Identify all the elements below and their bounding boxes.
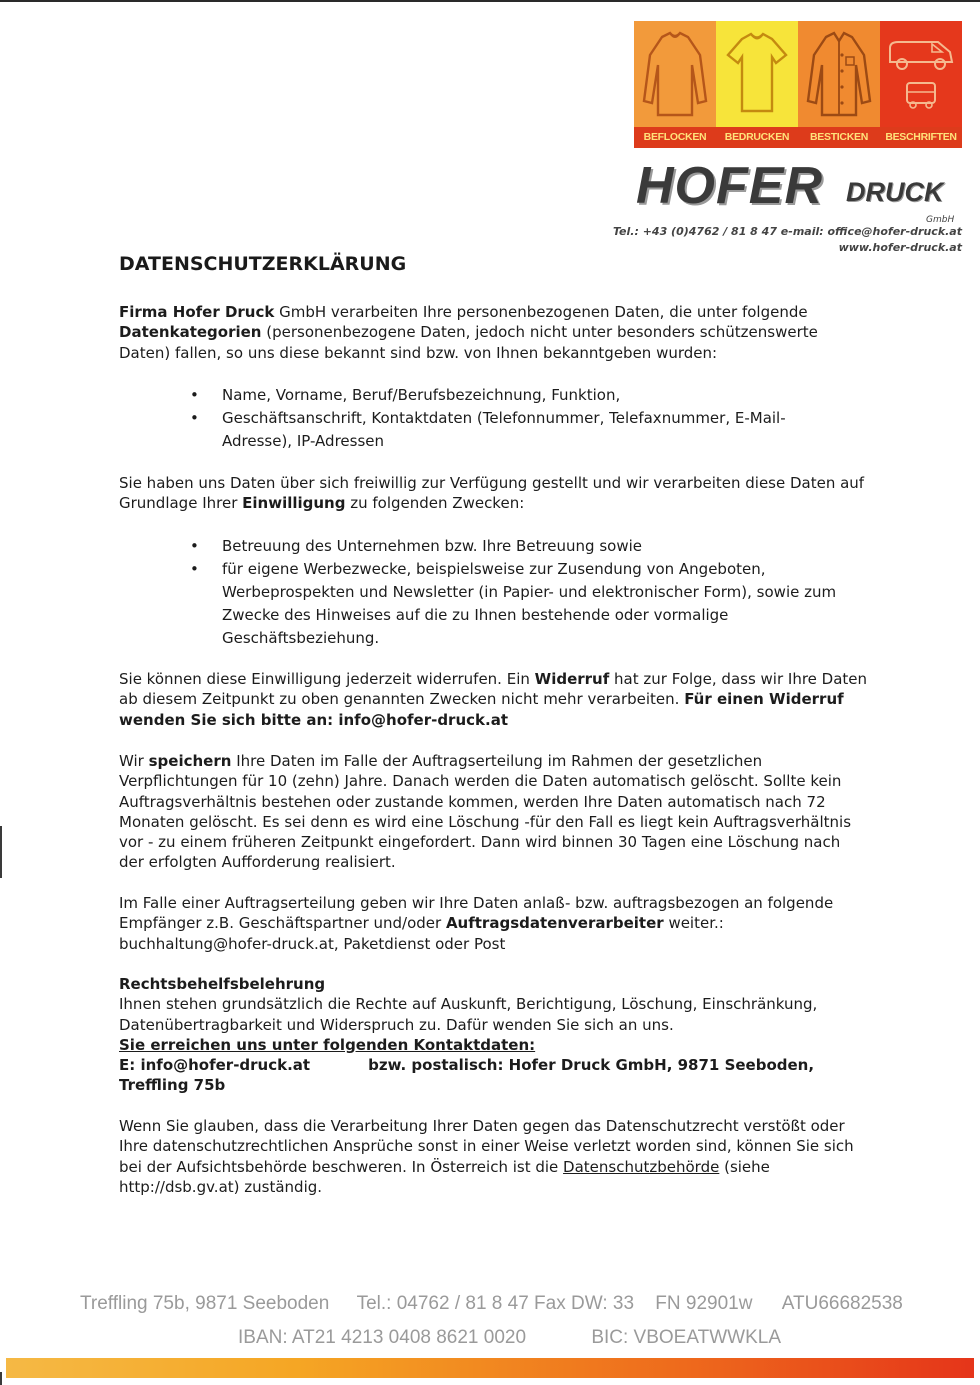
text: GmbH verarbeiten Ihre personenbezogenen Daten, die unter folgende xyxy=(274,303,808,321)
list-item: • Betreuung des Unternehmen bzw. Ihre Betreuung sowie xyxy=(190,535,840,558)
emphasis: Datenkategorien xyxy=(119,323,262,342)
text: (personenbezogene Daten, jedoch nicht unter besonders schützenswerte Daten) fallen, so uns diese bekannt sind bzw. von Ihnen bekanntgeben wurden: xyxy=(119,323,818,362)
banner-label: BESTICKEN xyxy=(798,127,880,148)
van-icon xyxy=(880,21,962,127)
banner-label: BEFLOCKEN xyxy=(634,127,716,148)
footer-line xyxy=(80,1293,903,1315)
paragraph-revocation xyxy=(119,669,869,730)
text: Wir xyxy=(119,752,149,770)
long-sleeve-shirt-icon xyxy=(634,21,716,127)
banner-label: BESCHRIFTEN xyxy=(880,127,962,148)
text: hat zur Folge, dass wir Ihre Daten ab diesem Zeitpunkt zu oben genannten Zwecken nicht mehr verarbeiten. xyxy=(119,670,868,709)
section-heading: Rechtsbehelfsbelehrung xyxy=(119,975,326,993)
brand-logo xyxy=(636,157,964,217)
footer-uid: ATU66682538 xyxy=(781,1293,903,1314)
emphasis: speichern xyxy=(148,752,232,770)
list-item: • für eigene Werbezwecke, beispielsweise zur Zusendung von Angeboten, Werbeprospekten und Newsletter (in Papier- und elektronischer Form), sowie zum Zwecke des Hinweises auf die zu Ihnen bestehende oder vormalige Geschäftsbeziehung. xyxy=(190,558,840,650)
emphasis: Auftragsdatenverarbeiter xyxy=(445,914,664,933)
contact-line: Tel.: +43 (0)4762 / 81 8 47 e-mail: office@hofer-druck.at xyxy=(612,225,962,238)
footer-fn: FN 92901w xyxy=(655,1293,753,1314)
footer-address: Treffling 75b, 9871 Seeboden xyxy=(80,1293,330,1314)
banner-panel-beflocken xyxy=(634,21,716,148)
contact-email: E: info@hofer-druck.at xyxy=(119,1056,311,1075)
list-item: • Geschäftsanschrift, Kontaktdaten (Telefonnummer, Telefaxnummer, E-Mail-Adresse), IP-Adressen xyxy=(190,407,840,453)
footer-color-bar xyxy=(6,1358,974,1378)
page-title: DATENSCHUTZERKLÄRUNG xyxy=(119,253,407,275)
list-item: • Name, Vorname, Beruf/Berufsbezeichnung, Funktion, xyxy=(190,384,840,407)
button-shirt-icon xyxy=(798,21,880,127)
text: Im Falle einer Auftragserteilung geben wir Ihre Daten anlaß- bzw. auftragsbezogen an folgende Empfänger z.B. Geschäftspartner und/oder xyxy=(119,894,834,933)
text: Wenn Sie glauben, dass die Verarbeitung Ihrer Daten gegen das Datenschutzrecht verstößt oder Ihre datenschutzrechtlichen Ansprüche sonst in einer Weise verletzt worden sind, können Sie sich bei der Aufsichtsbehörde beschweren. In Österreich ist die xyxy=(119,1117,854,1176)
website: www.hofer-druck.at xyxy=(838,241,962,254)
company-name: Firma Hofer Druck xyxy=(119,303,275,321)
paragraph-consent xyxy=(119,473,869,514)
emphasis: Für einen Widerruf wenden Sie sich bitte an: info@hofer-druck.at xyxy=(119,690,844,729)
footer-phone: Tel.: 04762 / 81 8 47 Fax DW: 33 xyxy=(356,1293,635,1314)
banner-panel-beschriften xyxy=(880,21,962,148)
top-rule xyxy=(0,0,980,2)
scan-mark xyxy=(0,1372,2,1385)
t-shirt-icon xyxy=(716,21,798,127)
banner-label: BEDRUCKEN xyxy=(716,127,798,148)
footer-bank-line xyxy=(238,1327,781,1349)
paragraph-storage xyxy=(119,751,869,873)
banner-panel-besticken xyxy=(798,21,880,148)
purposes-list xyxy=(190,535,840,650)
text: (siehe http://dsb.gv.at) zuständig. xyxy=(119,1157,770,1196)
text: Ihnen stehen grundsätzlich die Rechte auf Auskunft, Berichtigung, Löschung, Einschränkung, Datenübertragbarkeit und Widerspruch zu. Dafür wenden Sie sich an uns. xyxy=(119,995,818,1034)
paragraph-complaint xyxy=(119,1116,869,1197)
emphasis: Widerruf xyxy=(534,670,610,688)
footer-bic: BIC: VBOEATWWKLA xyxy=(591,1327,782,1348)
logo-banner xyxy=(634,21,962,148)
paragraph-rights xyxy=(119,974,869,1096)
paragraph-recipients xyxy=(119,893,869,954)
banner-panel-bedrucken xyxy=(716,21,798,148)
footer-iban: IBAN: AT21 4213 0408 8621 0020 xyxy=(238,1327,527,1348)
emphasis: Einwilligung xyxy=(242,494,346,513)
authority-link[interactable]: Datenschutzbehörde xyxy=(563,1157,720,1176)
brand-suffix: DRUCK xyxy=(846,177,944,207)
text: zu folgenden Zwecken: xyxy=(345,494,525,513)
contact-heading: Sie erreichen uns unter folgenden Kontaktdaten: xyxy=(119,1035,536,1054)
brand-name: HOFER xyxy=(636,157,823,215)
text: Ihre Daten im Falle der Auftragserteilung im Rahmen der gesetzlichen Verpflichtungen für 10 (zehn) Jahre. Danach werden die Daten automatisch gelöscht. Sollte kein Auftragsverhältnis bestehen oder zustande kommen, werden Ihre Daten automatisch nach 72 Monaten gelöscht. Es sei denn es wird eine Löschung -für den Fall es liegt kein Auftragsverhältnis vor - zu einem früheren Zeitpunkt eingefordert. Dann wird binnen 30 Tagen eine Löschung nach der erfolgten Aufforderung realisiert. xyxy=(119,752,852,872)
scan-mark xyxy=(0,826,2,878)
text: Sie haben uns Daten über sich freiwillig zur Verfügung gestellt und wir verarbeiten diese Daten auf Grundlage Ihrer xyxy=(119,474,865,513)
data-categories-list xyxy=(190,384,840,453)
contact-postal: bzw. postalisch: Hofer Druck GmbH, 9871 Seeboden, Treffling 75b xyxy=(119,1056,815,1095)
text: Sie können diese Einwilligung jederzeit widerrufen. Ein xyxy=(119,670,535,688)
text: weiter.: buchhaltung@hofer-druck.at, Paketdienst oder Post xyxy=(119,914,724,953)
paragraph-data-categories xyxy=(119,302,869,363)
legal-form: GmbH xyxy=(926,215,955,225)
